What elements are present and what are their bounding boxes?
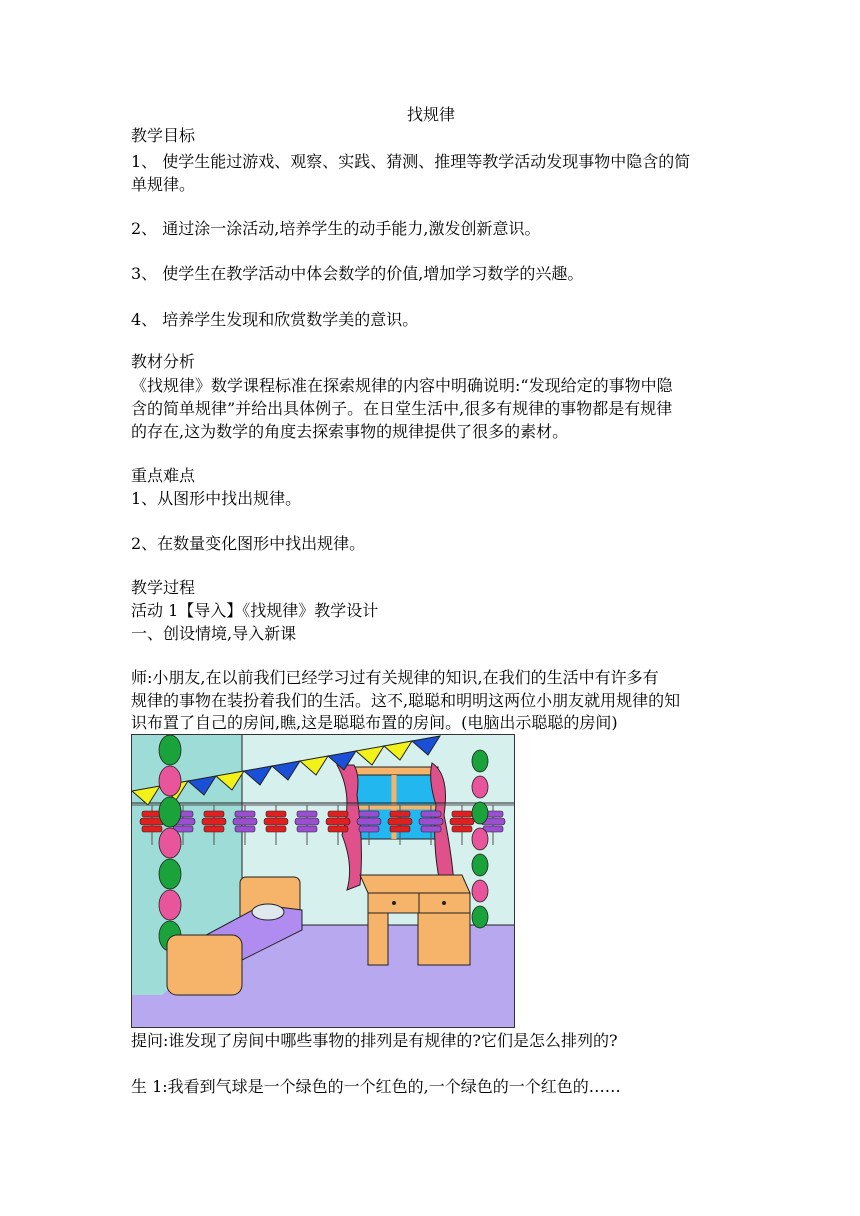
balloon (159, 828, 181, 858)
lantern-tier (264, 818, 288, 825)
lantern-tier (421, 826, 441, 832)
room-illustration-svg (132, 735, 515, 1028)
lantern-tier (421, 811, 441, 817)
lantern-tier (204, 826, 224, 832)
lantern-tier (328, 811, 348, 817)
balloon (472, 776, 488, 798)
goal-1-line-2: 单规律。 (131, 175, 196, 194)
room-illustration (131, 734, 515, 1028)
analysis-heading: 教材分析 (131, 352, 196, 371)
lantern-tier (204, 811, 224, 817)
lantern-tier (266, 811, 286, 817)
teacher-line-1: 师:小朋友,在以前我们已经学习过有关规律的知识,在我们的生活中有许多有 (131, 668, 659, 687)
balloon (472, 906, 488, 928)
analysis-line-2: 含的简单规律”并给出具体例子。在日堂生活中,很多有规律的事物都是有规律 (131, 399, 673, 418)
teacher-line-2: 规律的事物在装扮着我们的生活。这不,聪聪和明明这两位小朋友就用规律的知 (131, 691, 681, 710)
goal-1-line-1: 1、 使学生能过游戏、观察、实践、猜测、推理等教学活动发现事物中隐含的简 (131, 152, 691, 171)
lantern-tier (388, 818, 412, 825)
keypoint-1: 1、从图形中找出规律。 (131, 489, 302, 508)
balloon (159, 859, 181, 889)
keypoints-heading: 重点难点 (131, 466, 196, 485)
balloon (159, 735, 181, 765)
question: 提问:谁发现了房间中哪些事物的排列是有规律的?它们是怎么排列的? (131, 1031, 618, 1050)
document-title: 找规律 (406, 105, 455, 124)
goal-3: 3、 使学生在教学活动中体会数学的价值,增加学习数学的兴趣。 (131, 264, 584, 283)
balloon (472, 750, 488, 772)
balloon (472, 854, 488, 876)
lantern-tier (297, 826, 317, 832)
lantern-tier (359, 826, 379, 832)
goal-4: 4、 培养学生发现和欣赏数学美的意识。 (131, 310, 419, 329)
lantern-tier (202, 818, 226, 825)
lantern-tier (450, 818, 474, 825)
balloon (159, 890, 181, 920)
balloon (159, 766, 181, 796)
lantern-tier (452, 826, 472, 832)
step-1: 一、创设情境,导入新课 (131, 624, 297, 643)
balloon (472, 880, 488, 902)
lantern-tier (142, 826, 162, 832)
lantern-tier (359, 811, 379, 817)
balloon (159, 797, 181, 827)
keypoint-2: 2、在数量变化图形中找出规律。 (131, 534, 366, 553)
activity-1: 活动 1【导入】《找规律》教学设计 (131, 601, 379, 620)
lantern-tier (235, 811, 255, 817)
lantern-tier (233, 818, 257, 825)
balloon (472, 802, 488, 824)
lantern-tier (419, 818, 443, 825)
goal-2: 2、 通过涂一涂活动,培养学生的动手能力,激发创新意识。 (131, 219, 541, 238)
lantern-tier (328, 826, 348, 832)
student-1-answer: 生 1:我看到气球是一个绿色的一个红色的,一个绿色的一个红色的…… (131, 1077, 621, 1096)
analysis-line-3: 的存在,这为数学的角度去探索事物的规律提供了很多的素材。 (131, 422, 569, 441)
lantern-tier (235, 826, 255, 832)
lantern-tier (295, 818, 319, 825)
lantern-tier (297, 811, 317, 817)
teacher-line-3: 识布置了自己的房间,瞧,这是聪聪布置的房间。(电脑出示聪聪的房间) (131, 713, 618, 732)
lantern-tier (390, 811, 410, 817)
analysis-line-1: 《找规律》数学课程标准在探索规律的内容中明确说明:“发现给定的事物中隐 (131, 376, 673, 395)
lantern-tier (452, 811, 472, 817)
process-heading: 教学过程 (131, 578, 196, 597)
balloon (472, 828, 488, 850)
lantern-tier (326, 818, 350, 825)
lantern-tier (266, 826, 286, 832)
goals-heading: 教学目标 (131, 126, 196, 145)
lantern-tier (357, 818, 381, 825)
lantern-tier (390, 826, 410, 832)
